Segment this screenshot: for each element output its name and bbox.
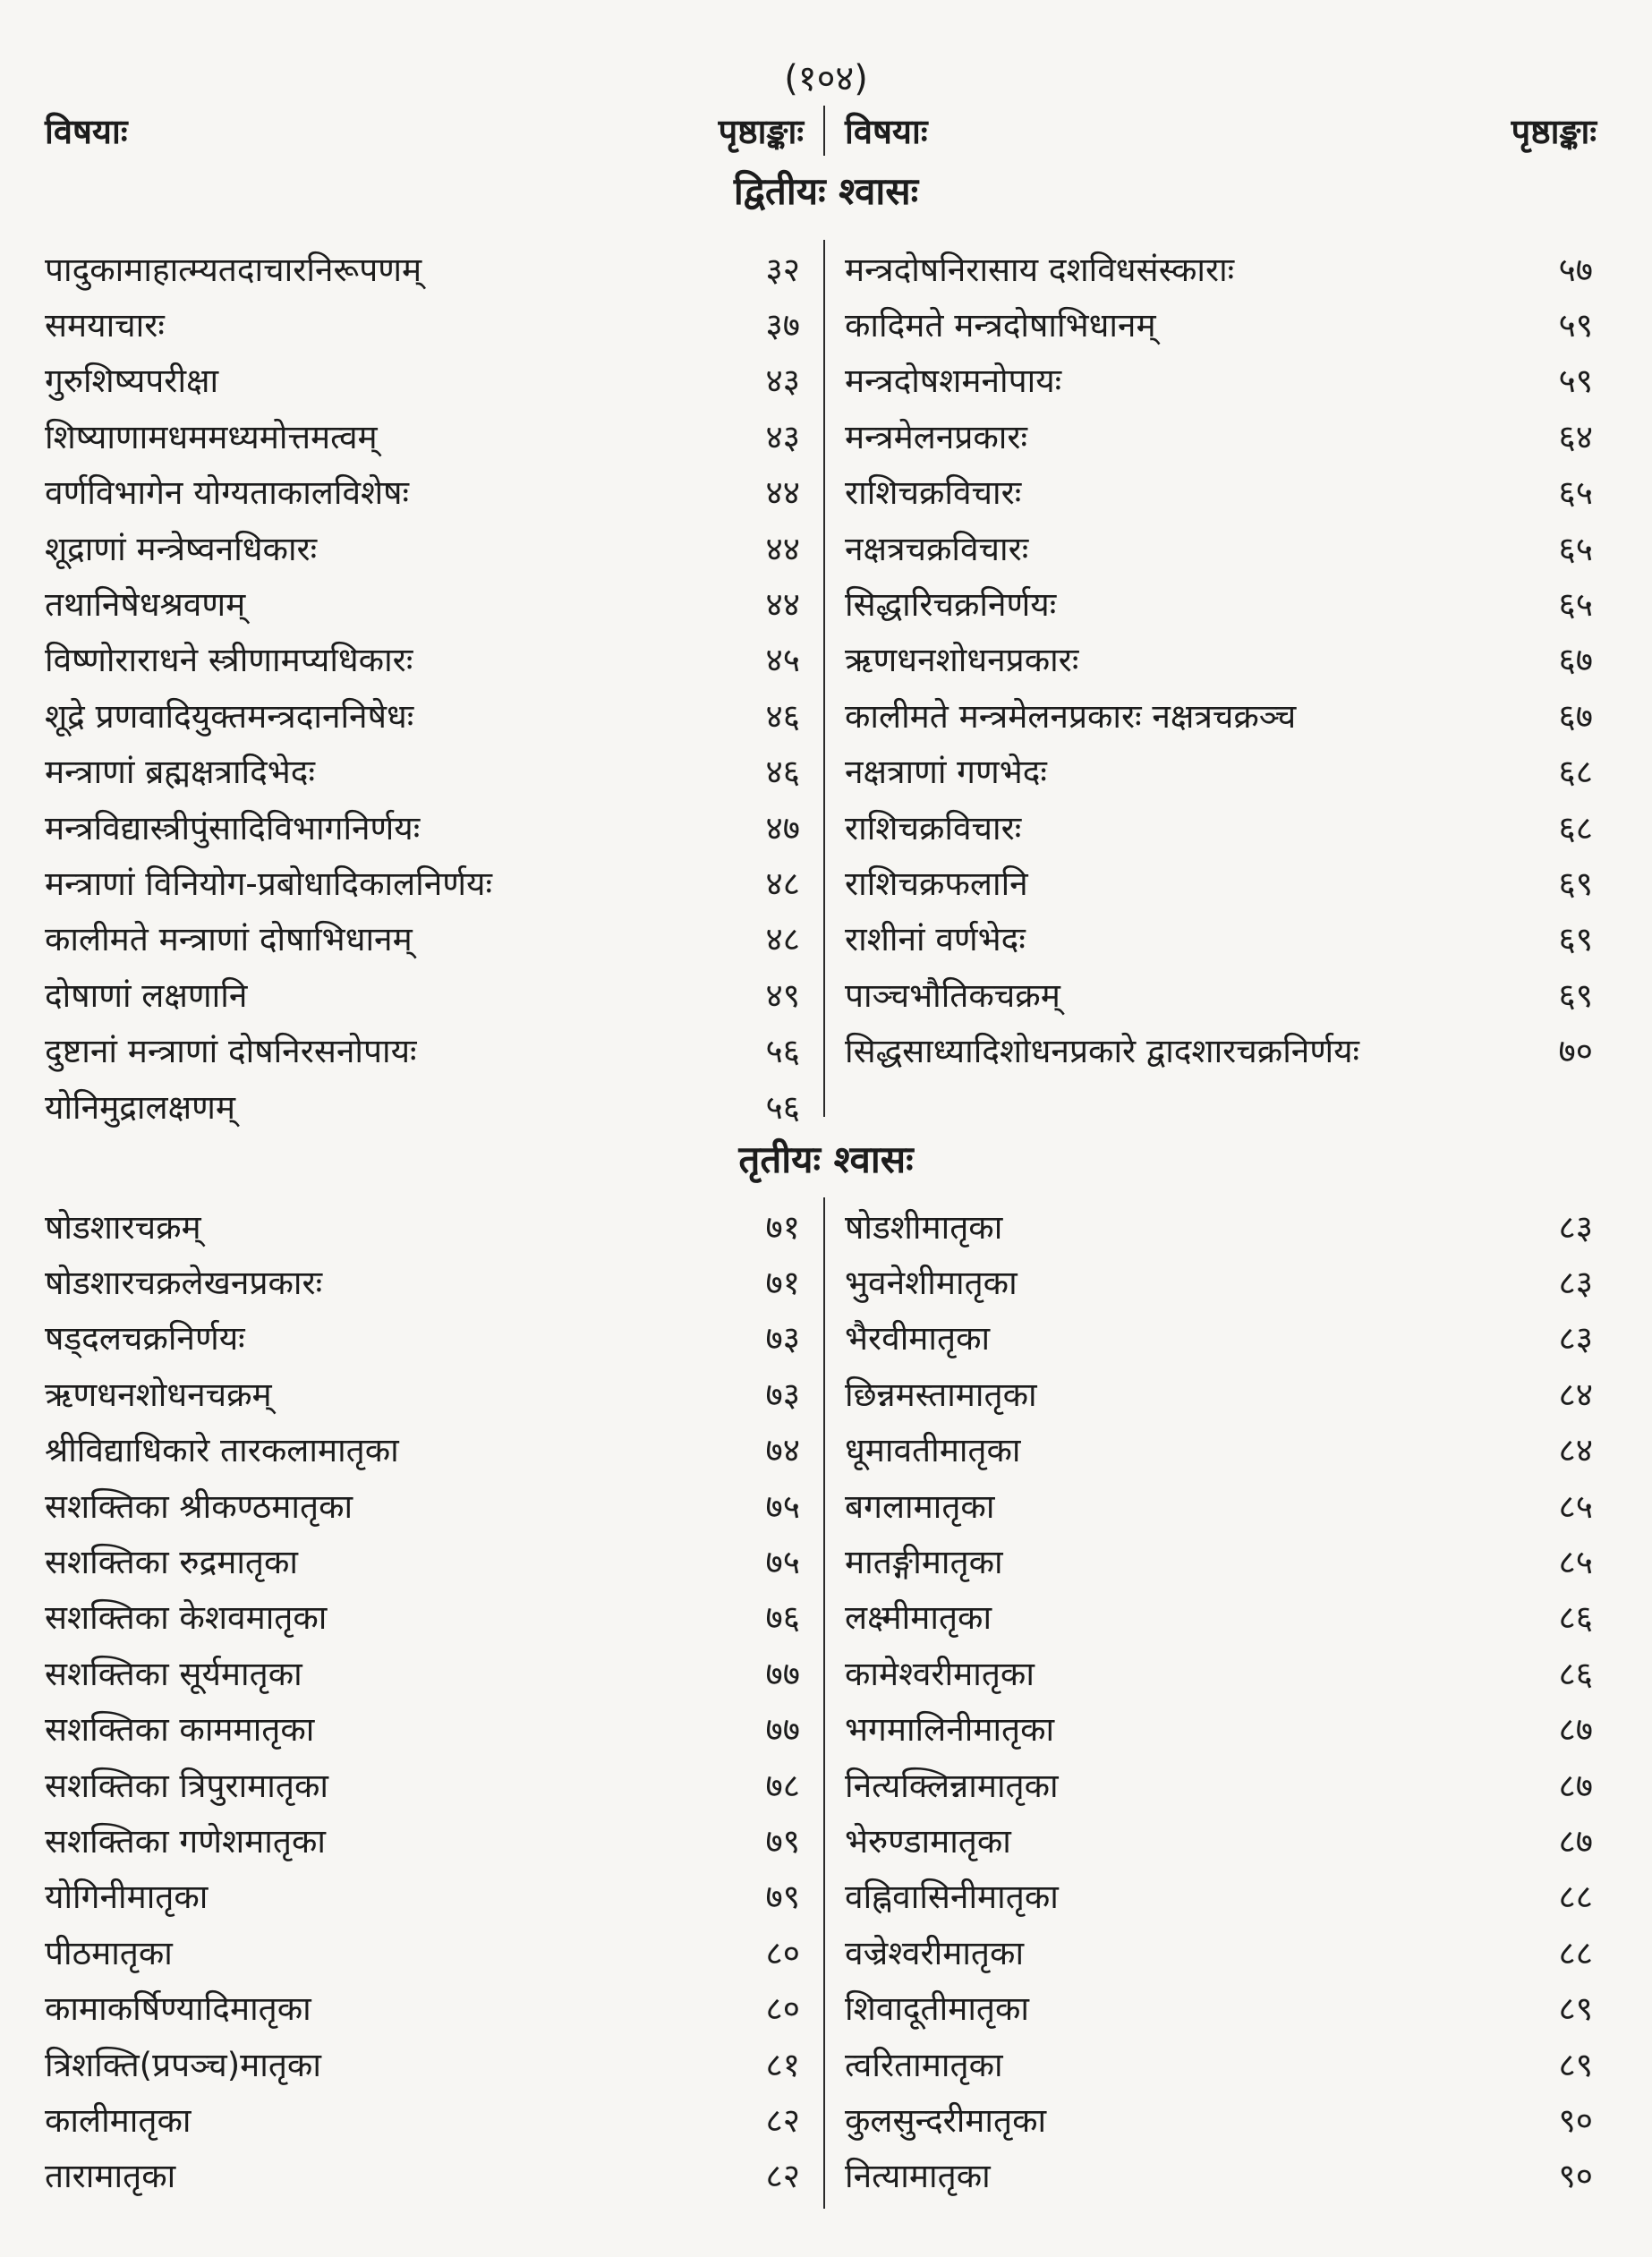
entry-page-number: ६५: [1558, 473, 1593, 513]
entry-page-number: ४८: [765, 920, 800, 959]
toc-column-left: [45, 1197, 804, 2202]
toc-entry: [45, 464, 804, 519]
entry-page-number: ८६: [1558, 1598, 1593, 1638]
toc-entry: [45, 519, 804, 575]
entry-page-number: ३७: [765, 306, 800, 345]
toc-entry: [45, 2035, 804, 2091]
entry-title: नित्यामातृका: [845, 2157, 991, 2196]
entry-page-number: ८७: [1558, 1710, 1593, 1750]
entry-page-number: ६८: [1558, 753, 1593, 792]
entry-title: विष्णोराराधने स्त्रीणामप्यधिकारः: [45, 641, 413, 680]
entry-title: मन्त्रविद्यास्त्रीपुंसादिविभागनिर्णयः: [45, 808, 421, 847]
toc-entry: [45, 631, 804, 686]
entry-page-number: ४४: [765, 473, 800, 513]
toc-entry: [45, 1309, 804, 1365]
entry-title: त्वरितामातृका: [845, 2045, 1003, 2084]
entry-title: गुरुशिष्यपरीक्षा: [45, 362, 219, 401]
toc-entry: [45, 1532, 804, 1588]
entry-page-number: ८२: [765, 2157, 800, 2196]
entry-page-number: ७८: [765, 1766, 800, 1805]
subject-header: विषयाः: [845, 112, 928, 151]
entry-page-number: ४९: [765, 975, 800, 1015]
toc-entry: [845, 464, 1597, 519]
entry-page-number: ८७: [1558, 1766, 1593, 1805]
entry-page-number: ७७: [765, 1654, 800, 1693]
entry-title: दुष्टानां मन्त्राणां दोषनिरसनोपायः: [45, 1032, 417, 1071]
entry-page-number: ८६: [1558, 1654, 1593, 1693]
entry-title: योगिनीमातृका: [45, 1878, 209, 1917]
column-divider: [823, 240, 825, 1117]
entry-title: शिवादूतीमातृका: [845, 1989, 1030, 2029]
entry-page-number: ५७: [1558, 250, 1593, 289]
entry-title: राशिचक्रविचारः: [845, 473, 1022, 513]
page-header: पृष्ठाङ्काः: [1511, 112, 1597, 151]
entry-page-number: ५९: [1558, 306, 1593, 345]
toc-entry: [45, 798, 804, 854]
entry-page-number: ५६: [765, 1032, 800, 1071]
entry-title: मन्त्राणां ब्रह्मक्षत्रादिभेदः: [45, 753, 315, 792]
entry-page-number: ८५: [1558, 1543, 1593, 1582]
toc-entry: [45, 1700, 804, 1756]
toc-entry: [845, 1923, 1597, 1979]
toc-entry: [845, 1532, 1597, 1588]
toc-column-right: [845, 240, 1597, 1077]
entry-page-number: ८४: [1558, 1375, 1593, 1414]
entry-title: कालीमातृका: [45, 2100, 192, 2140]
toc-entry: [45, 686, 804, 742]
entry-title: नित्यक्लिन्नामातृका: [845, 1766, 1059, 1805]
entry-title: कादिमते मन्त्रदोषाभिधानम्: [845, 306, 1156, 345]
toc-entry: [845, 1421, 1597, 1477]
entry-page-number: ६९: [1558, 920, 1593, 959]
entry-page-number: ६७: [1558, 641, 1593, 680]
toc-entry: [45, 1197, 804, 1253]
entry-title: सशक्तिका त्रिपुरामातृका: [45, 1766, 328, 1805]
toc-entry: [45, 352, 804, 407]
entry-page-number: ८५: [1558, 1486, 1593, 1526]
entry-page-number: ६९: [1558, 864, 1593, 903]
entry-page-number: ४७: [765, 808, 800, 847]
toc-entry: [845, 1021, 1597, 1077]
entry-page-number: ८०: [765, 1933, 800, 1972]
entry-title: भुवनेशीमातृका: [845, 1264, 1018, 1303]
entry-title: भैरवीमातृका: [845, 1319, 991, 1358]
toc-entry: [45, 910, 804, 966]
entry-title: मन्त्रदोषशमनोपायः: [845, 362, 1062, 401]
toc-entry: [45, 295, 804, 351]
toc-entry: [845, 519, 1597, 575]
entry-title: त्रिशक्ति(प्रपञ्च)मातृका: [45, 2045, 321, 2084]
column-header-left: [45, 106, 804, 156]
toc-entry: [45, 966, 804, 1021]
entry-title: सशक्तिका गणेशमातृका: [45, 1821, 326, 1861]
toc-entry: [845, 910, 1597, 966]
toc-entry: [845, 1477, 1597, 1532]
toc-entry: [845, 352, 1597, 407]
entry-page-number: ४६: [765, 753, 800, 792]
entry-page-number: ७९: [765, 1821, 800, 1861]
toc-entry: [845, 798, 1597, 854]
entry-title: लक्ष्मीमातृका: [845, 1598, 992, 1638]
entry-title: कामेश्वरीमातृका: [845, 1654, 1035, 1693]
toc-entry: [45, 2147, 804, 2202]
entry-title: भगमालिनीमातृका: [845, 1710, 1055, 1750]
entry-page-number: ८१: [765, 2045, 800, 2084]
toc-entry: [45, 1811, 804, 1867]
entry-page-number: ३२: [765, 250, 800, 289]
entry-page-number: ४८: [765, 864, 800, 903]
entry-title: नक्षत्राणां गणभेदः: [845, 753, 1047, 792]
section-heading-2: द्वितीयः श्वासः: [733, 169, 919, 213]
entry-page-number: ६५: [1558, 585, 1593, 625]
toc-entry: [45, 1077, 804, 1133]
entry-title: राशिचक्रफलानि: [845, 864, 1028, 903]
entry-page-number: ५६: [765, 1087, 800, 1127]
entry-page-number: ८८: [1558, 1878, 1593, 1917]
toc-entry: [845, 1309, 1597, 1365]
toc-entry: [45, 2091, 804, 2146]
toc-entry: [845, 966, 1597, 1021]
toc-entry: [845, 686, 1597, 742]
entry-title: पाञ्चभौतिकचक्रम्: [845, 975, 1060, 1015]
entry-title: भेरुण्डामातृका: [845, 1821, 1011, 1861]
toc-entry: [45, 575, 804, 630]
entry-page-number: ७४: [765, 1431, 800, 1470]
entry-title: मन्त्राणां विनियोग-प्रबोधादिकालनिर्णयः: [45, 864, 492, 903]
toc-entry: [845, 631, 1597, 686]
toc-entry: [45, 1021, 804, 1077]
entry-title: षोडशारचक्रलेखनप्रकारः: [45, 1264, 323, 1303]
entry-title: तथानिषेधश्रवणम्: [45, 585, 246, 625]
entry-page-number: ७९: [765, 1878, 800, 1917]
toc-entry: [845, 1700, 1597, 1756]
entry-title: बगलामातृका: [845, 1486, 995, 1526]
toc-entry: [45, 1253, 804, 1308]
toc-entry: [845, 1365, 1597, 1420]
entry-title: मातङ्गीमातृका: [845, 1543, 1003, 1582]
entry-page-number: ४६: [765, 696, 800, 736]
entry-title: सशक्तिका रुद्रमातृका: [45, 1543, 299, 1582]
toc-entry: [845, 1979, 1597, 2034]
entry-page-number: ८७: [1558, 1821, 1593, 1861]
toc-column-right: [845, 1197, 1597, 2202]
entry-page-number: ७५: [765, 1486, 800, 1526]
toc-entry: [845, 2035, 1597, 2091]
entry-page-number: ७१: [765, 1207, 800, 1247]
toc-entry: [845, 1588, 1597, 1644]
column-divider: [823, 106, 825, 156]
entry-page-number: ४५: [765, 641, 800, 680]
entry-title: शूद्राणां मन्त्रेष्वनधिकारः: [45, 529, 318, 568]
toc-entry: [45, 1588, 804, 1644]
entry-page-number: ८३: [1558, 1264, 1593, 1303]
column-header-right: [845, 106, 1597, 156]
entry-page-number: ९०: [1558, 2157, 1593, 2196]
toc-entry: [45, 743, 804, 798]
toc-entry: [45, 1868, 804, 1923]
section-heading-3: तृतीयः श्वासः: [738, 1137, 914, 1181]
entry-page-number: ४४: [765, 529, 800, 568]
toc-entry: [845, 2091, 1597, 2146]
toc-entry: [45, 1421, 804, 1477]
entry-page-number: ७३: [765, 1375, 800, 1414]
toc-entry: [845, 1197, 1597, 1253]
toc-entry: [845, 743, 1597, 798]
entry-title: राशिचक्रविचारः: [845, 808, 1022, 847]
entry-title: धूमावतीमातृका: [845, 1431, 1021, 1470]
entry-title: षोडशारचक्रम्: [45, 1207, 201, 1247]
toc-entry: [845, 295, 1597, 351]
entry-page-number: ६४: [1558, 417, 1593, 456]
entry-page-number: ८०: [765, 1989, 800, 2029]
toc-entry: [845, 1811, 1597, 1867]
entry-title: सशक्तिका केशवमातृका: [45, 1598, 328, 1638]
entry-title: नक्षत्रचक्रविचारः: [845, 529, 1029, 568]
entry-title: शिष्याणामधममध्यमोत्तमत्वम्: [45, 417, 378, 456]
entry-title: कालीमते मन्त्राणां दोषाभिधानम्: [45, 920, 413, 959]
toc-entry: [845, 407, 1597, 463]
entry-title: समयाचारः: [45, 306, 165, 345]
entry-title: पादुकामाहात्म्यतदाचारनिरूपणम्: [45, 250, 422, 289]
toc-entry: [45, 1979, 804, 2034]
entry-title: ऋणधनशोधनप्रकारः: [845, 641, 1079, 680]
entry-title: सशक्तिका श्रीकण्ठमातृका: [45, 1486, 353, 1526]
entry-title: वह्निवासिनीमातृका: [845, 1878, 1059, 1917]
entry-page-number: ७५: [765, 1543, 800, 1582]
entry-title: वर्णविभागेन योग्यताकालविशेषः: [45, 473, 410, 513]
toc-entry: [845, 575, 1597, 630]
toc-entry: [45, 240, 804, 295]
toc-entry: [845, 1868, 1597, 1923]
subject-header: विषयाः: [45, 112, 128, 151]
entry-title: दोषाणां लक्षणानि: [45, 975, 248, 1015]
entry-page-number: ९०: [1558, 2100, 1593, 2140]
entry-title: सिद्धारिचक्रनिर्णयः: [845, 585, 1057, 625]
entry-page-number: ८९: [1558, 1989, 1593, 2029]
entry-page-number: ८३: [1558, 1207, 1593, 1247]
entry-page-number: ८८: [1558, 1933, 1593, 1972]
entry-page-number: ८९: [1558, 2045, 1593, 2084]
page-header: पृष्ठाङ्काः: [718, 112, 804, 151]
entry-title: कुलसुन्दरीमातृका: [845, 2100, 1047, 2140]
entry-title: सशक्तिका सूर्यमातृका: [45, 1654, 302, 1693]
entry-title: योनिमुद्रालक्षणम्: [45, 1087, 236, 1127]
toc-entry: [45, 1365, 804, 1420]
entry-page-number: ८३: [1558, 1319, 1593, 1358]
entry-page-number: ८२: [765, 2100, 800, 2140]
entry-page-number: ६५: [1558, 529, 1593, 568]
entry-page-number: ४३: [765, 362, 800, 401]
entry-title: श्रीविद्याधिकारे तारकलामातृका: [45, 1431, 399, 1470]
entry-page-number: ५९: [1558, 362, 1593, 401]
toc-entry: [845, 1253, 1597, 1308]
entry-title: षोडशीमातृका: [845, 1207, 1003, 1247]
entry-page-number: ७७: [765, 1710, 800, 1750]
toc-entry: [45, 1644, 804, 1699]
entry-title: ऋणधनशोधनचक्रम्: [45, 1375, 272, 1414]
entry-title: कालीमते मन्त्रमेलनप्रकारः नक्षत्रचक्रञ्च: [845, 696, 1297, 736]
toc-entry: [845, 854, 1597, 909]
entry-page-number: ६९: [1558, 975, 1593, 1015]
entry-title: शूद्रे प्रणवादियुक्तमन्त्रदाननिषेधः: [45, 696, 414, 736]
toc-entry: [45, 854, 804, 909]
entry-title: वज्रेश्वरीमातृका: [845, 1933, 1025, 1972]
entry-title: मन्त्रदोषनिरासाय दशविधसंस्काराः: [845, 250, 1235, 289]
page-number: (१०४): [784, 58, 868, 99]
entry-page-number: ४४: [765, 585, 800, 625]
entry-page-number: ७१: [765, 1264, 800, 1303]
entry-page-number: ७०: [1558, 1032, 1593, 1071]
entry-page-number: ६७: [1558, 696, 1593, 736]
toc-column-left: [45, 240, 804, 1133]
toc-entry: [845, 1756, 1597, 1811]
toc-entry: [845, 2147, 1597, 2202]
column-divider: [823, 1197, 825, 2209]
entry-title: षड्दलचक्रनिर्णयः: [45, 1319, 245, 1358]
toc-entry: [45, 1477, 804, 1532]
entry-page-number: ८४: [1558, 1431, 1593, 1470]
toc-entry: [45, 1756, 804, 1811]
entry-page-number: ७३: [765, 1319, 800, 1358]
entry-title: मन्त्रमेलनप्रकारः: [845, 417, 1027, 456]
entry-title: तारामातृका: [45, 2157, 176, 2196]
toc-entry: [45, 1923, 804, 1979]
toc-entry: [45, 407, 804, 463]
entry-title: पीठमातृका: [45, 1933, 173, 1972]
entry-page-number: ६८: [1558, 808, 1593, 847]
entry-page-number: ४३: [765, 417, 800, 456]
toc-entry: [845, 240, 1597, 295]
entry-title: सिद्धसाध्यादिशोधनप्रकारे द्वादशारचक्रनिर्णयः: [845, 1032, 1360, 1071]
entry-title: सशक्तिका काममातृका: [45, 1710, 315, 1750]
entry-page-number: ७६: [765, 1598, 800, 1638]
entry-title: कामाकर्षिण्यादिमातृका: [45, 1989, 311, 2029]
toc-entry: [845, 1644, 1597, 1699]
entry-title: छिन्नमस्तामातृका: [845, 1375, 1037, 1414]
entry-title: राशीनां वर्णभेदः: [845, 920, 1026, 959]
